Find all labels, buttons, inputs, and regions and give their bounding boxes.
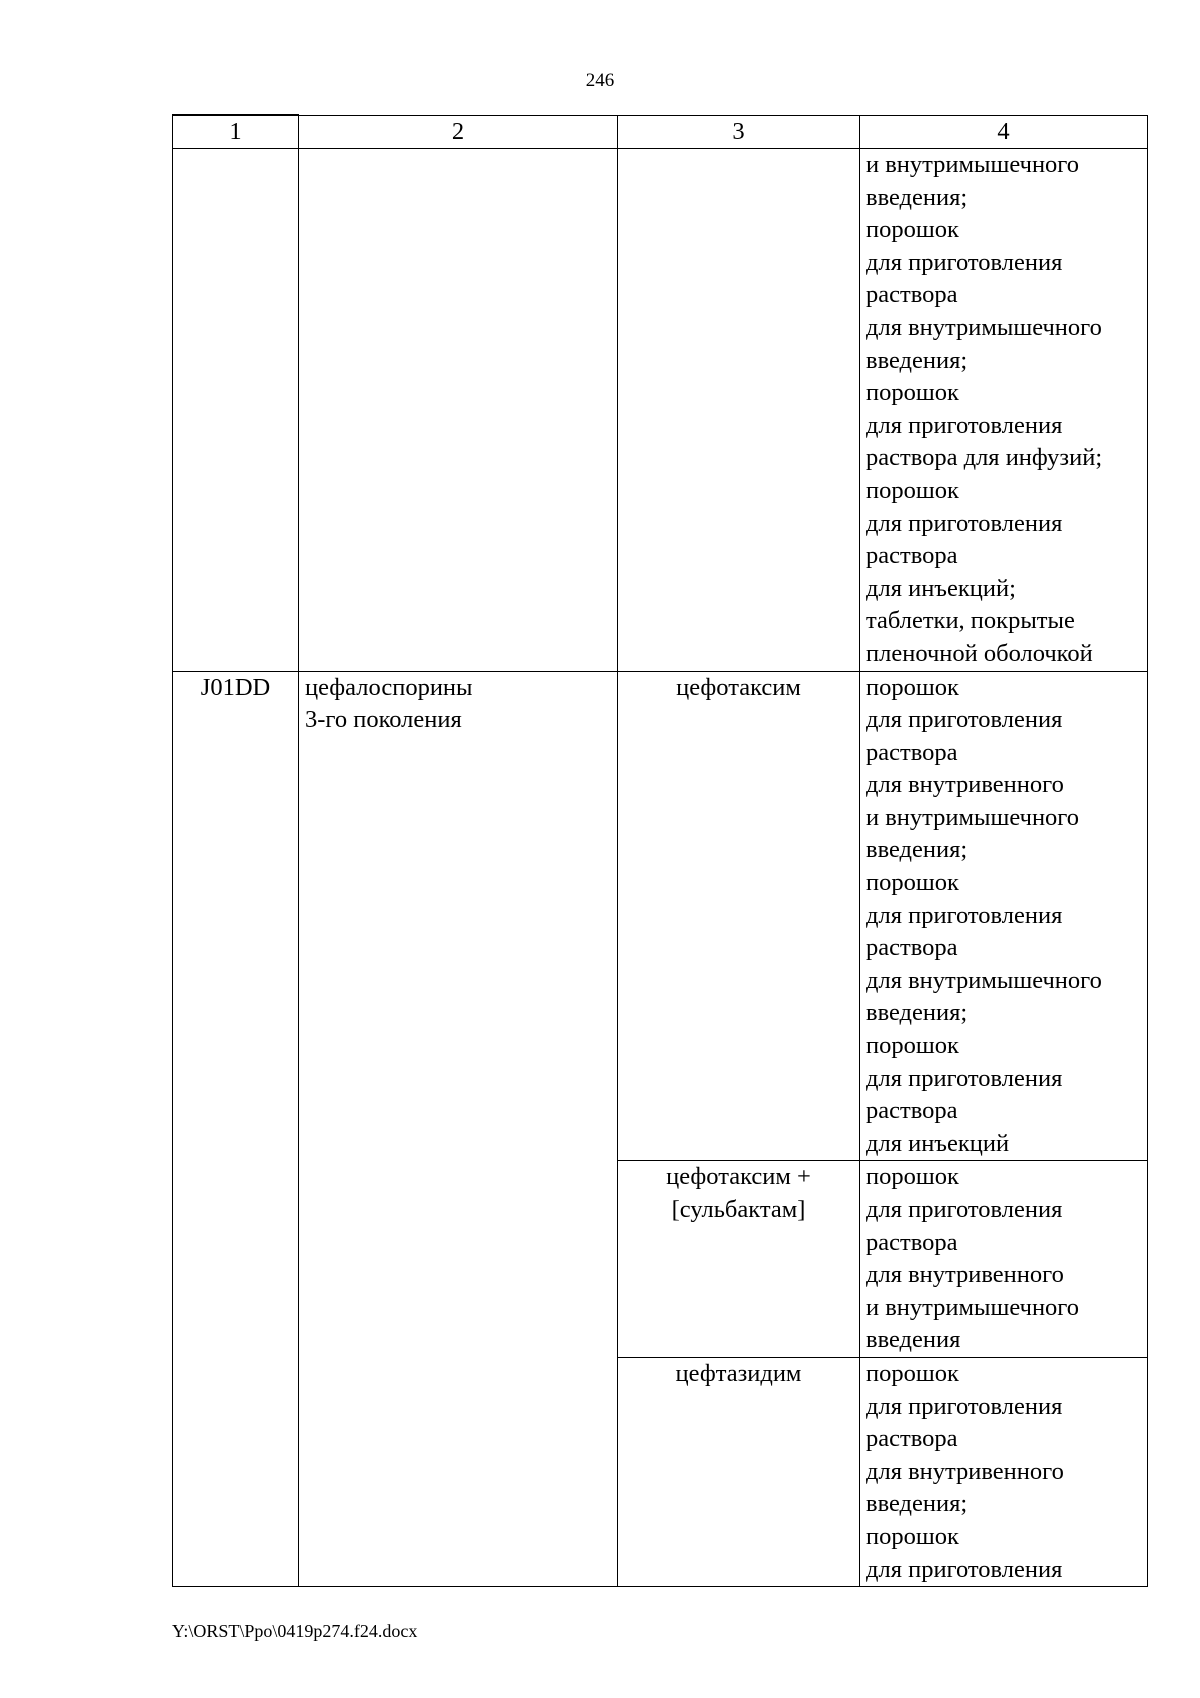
cell-text-line: для приготовления	[866, 411, 1063, 439]
cell-text-line: цефотаксим +	[666, 1163, 811, 1191]
drug-table	[172, 114, 1148, 1587]
cell-text-line: цефтазидим	[675, 1359, 802, 1387]
cell-text-line: введения;	[866, 183, 968, 211]
cell-text-line: порошок	[866, 1163, 959, 1191]
cell-text-line: для приготовления	[866, 901, 1063, 929]
cell-text-line: для внутривенного	[866, 1457, 1064, 1485]
cell-drug	[618, 149, 860, 672]
cell-text-line: порошок	[866, 379, 959, 407]
cell-text-line: порошок	[866, 476, 959, 504]
cell-text-line: введения;	[866, 836, 968, 864]
header-col-3: 3	[618, 115, 860, 149]
cell-text-line: и внутримышечного	[866, 151, 1079, 178]
cell-atc-code: J01DD	[173, 671, 299, 1587]
cell-text-line: для приготовления	[866, 1064, 1063, 1092]
cell-dosage-forms	[860, 149, 1148, 672]
cell-drug-cefotaxime-sulbactam	[618, 1161, 860, 1358]
cell-text-line: введения;	[866, 346, 968, 374]
cell-text-line: введения	[866, 1326, 961, 1354]
table-row-continuation	[173, 149, 1148, 672]
header-col-4: 4	[860, 115, 1148, 149]
cell-text-line: раствора	[866, 1097, 958, 1125]
cell-text-line: порошок	[866, 1032, 959, 1060]
cell-text-line: введения;	[866, 999, 968, 1027]
footer-file-path: Y:\ORST\Ppo\0419p274.f24.docx	[172, 1621, 418, 1641]
cell-text-line: пленочной оболочкой	[866, 639, 1093, 667]
header-row	[173, 115, 1148, 149]
cell-text-line: и внутримышечного	[866, 1293, 1079, 1321]
cell-text-line: раствора	[866, 281, 958, 309]
cell-dosage-forms-ceftazidime	[860, 1357, 1148, 1586]
cell-text-line: порошок	[866, 869, 959, 897]
cell-text-line: для инъекций	[866, 1129, 1010, 1157]
header-col-2: 2	[299, 115, 618, 149]
cell-drug-cefotaxime	[618, 671, 860, 1161]
cell-text-line: цефотаксим	[676, 673, 801, 701]
cell-text-line: для приготовления	[866, 248, 1063, 276]
cell-text-line: для приготовления	[866, 1196, 1063, 1223]
table-row-cephalosporins-3rd-gen	[173, 671, 1148, 1161]
cell-text-line: раствора	[866, 1425, 958, 1453]
cell-text-line: порошок	[866, 216, 959, 244]
cell-text-line: для инъекций;	[866, 574, 1016, 602]
cell-text-line: порошок	[866, 1522, 959, 1550]
cell-text-line: раствора	[866, 934, 958, 962]
cell-drug-ceftazidime	[618, 1357, 860, 1586]
cell-text-line: и внутримышечного	[866, 803, 1079, 831]
cell-text-line: для внутримышечного	[866, 966, 1102, 994]
cell-dosage-forms-cefotaxime-sulbactam	[860, 1161, 1148, 1358]
cell-text-line: для приготовления	[866, 1555, 1063, 1583]
cell-text-line: раствора	[866, 542, 958, 570]
cell-text-line: для приготовления	[866, 706, 1063, 734]
cell-text-line: 3-го поколения	[305, 706, 462, 734]
header-col-1: 1	[173, 115, 299, 149]
cell-group	[299, 149, 618, 672]
cell-code	[173, 149, 299, 672]
cell-text-line: для внутримышечного	[866, 313, 1102, 341]
cell-dosage-forms-cefotaxime	[860, 671, 1148, 1161]
cell-text-line: цефалоспорины	[305, 673, 473, 701]
cell-text-line: раствора	[866, 738, 958, 766]
cell-text-line: порошок	[866, 673, 959, 701]
cell-text-line: для приготовления	[866, 509, 1063, 537]
cell-text-line: порошок	[866, 1359, 959, 1387]
cell-text-line: для внутривенного	[866, 1261, 1064, 1289]
cell-pharm-group	[299, 671, 618, 1587]
cell-text-line: введения;	[866, 1490, 968, 1518]
cell-text-line: для внутривенного	[866, 771, 1064, 799]
cell-text-line: [сульбактам]	[671, 1196, 806, 1223]
table-header	[173, 115, 1148, 149]
cell-text-line: таблетки, покрытые	[866, 607, 1075, 635]
page-number: 246	[585, 70, 615, 91]
cell-text-line: для приготовления	[866, 1392, 1063, 1420]
table-body	[173, 149, 1148, 1587]
cell-text-line: раствора	[866, 1228, 958, 1256]
cell-text-line: раствора для инфузий;	[866, 444, 1103, 472]
